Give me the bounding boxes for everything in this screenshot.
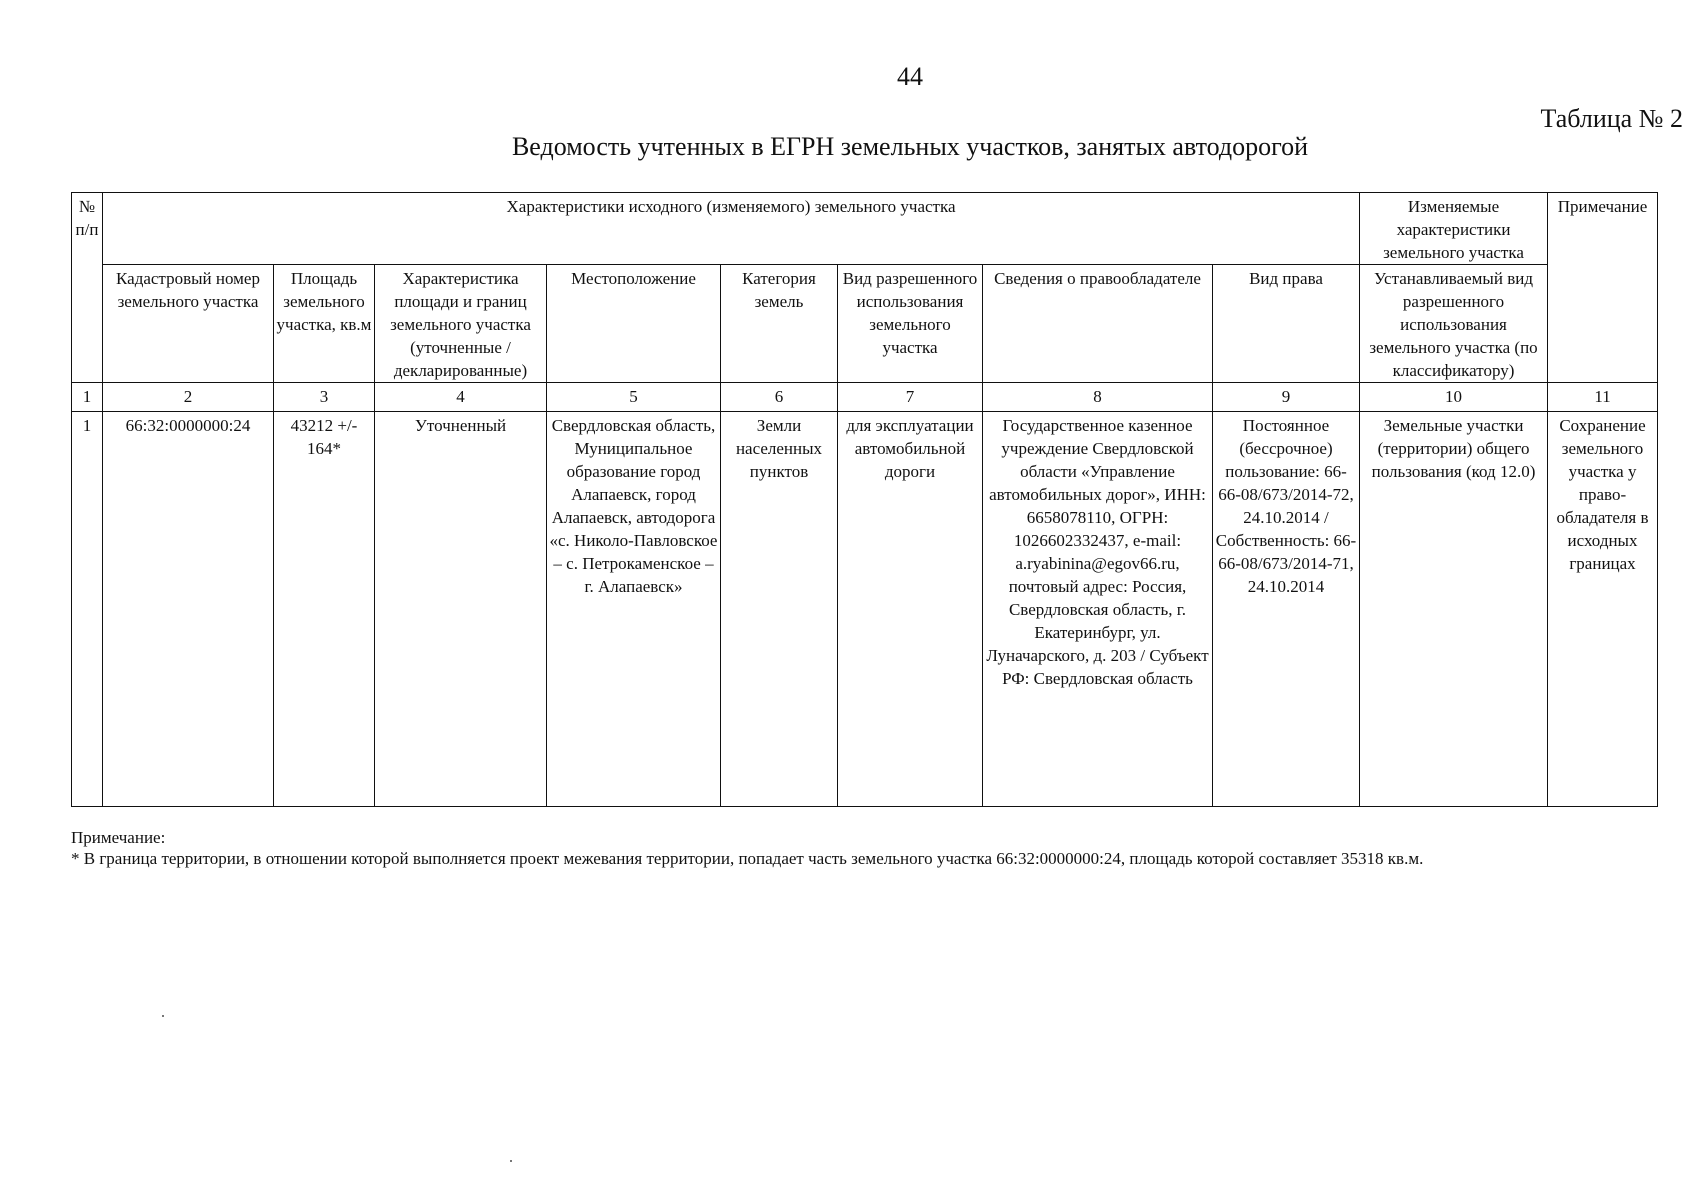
cell-new-usage: Земельные участки (территории) общего пользования (код 12.0) bbox=[1360, 412, 1548, 807]
header-right: Вид права bbox=[1213, 265, 1360, 383]
cell-category: Земли населенных пунктов bbox=[721, 412, 838, 807]
header-category: Категория земель bbox=[721, 265, 838, 383]
cell-usage: для эксплуатации автомобильной дороги bbox=[838, 412, 983, 807]
column-index: 6 bbox=[721, 383, 838, 412]
cell-owner: Государственное казенное учреждение Свердловской области «Управление автомобильных дорог», ИНН: 6658078110, ОГРН: 1026602332437, e-mail: a.ryabinina@egov66.ru, почтовый адрес: Россия, Свердловская область, г. Екатеринбург, ул. Луначарского, д. 203 / Субъект РФ: Свердловская область bbox=[983, 412, 1213, 807]
header-group-changed: Изменяемые характеристики земельного участка bbox=[1360, 193, 1548, 265]
cell-note: Сохранение земельного участка у право-обладателя в исходных границах bbox=[1548, 412, 1658, 807]
notes-heading: Примечание: bbox=[71, 828, 166, 847]
header-columns-row bbox=[72, 265, 1658, 383]
footnote: * В граница территории, в отношении которой выполняется проект межевания территории, попадает часть земельного участка 66:32:0000000:24, площадь которой составляет 35318 кв.м. bbox=[71, 849, 1424, 868]
column-index: 2 bbox=[103, 383, 274, 412]
header-cadastral: Кадастровый номер земельного участка bbox=[103, 265, 274, 383]
cell-location: Свердловская область, Муниципальное образование город Алапаевск, город Алапаевск, автодорога «с. Николо-Павловское – с. Петрокаменское – г. Алапаевск» bbox=[547, 412, 721, 807]
cell-area-type: Уточненный bbox=[375, 412, 547, 807]
column-index: 7 bbox=[838, 383, 983, 412]
page-number: 44 bbox=[897, 62, 923, 91]
column-index: 8 bbox=[983, 383, 1213, 412]
header-new-usage: Устанавливаемый вид разрешенного использования земельного участка (по классификатору) bbox=[1360, 265, 1548, 383]
cell-num: 1 bbox=[72, 412, 103, 807]
cell-area: 43212 +/- 164* bbox=[274, 412, 375, 807]
header-location: Местоположение bbox=[547, 265, 721, 383]
column-index: 4 bbox=[375, 383, 547, 412]
column-index: 11 bbox=[1548, 383, 1658, 412]
column-index: 10 bbox=[1360, 383, 1548, 412]
column-index: 5 bbox=[547, 383, 721, 412]
column-index: 3 bbox=[274, 383, 375, 412]
column-index: 9 bbox=[1213, 383, 1360, 412]
column-index: 1 bbox=[72, 383, 103, 412]
notes-section bbox=[71, 827, 1657, 869]
parcels-table bbox=[71, 192, 1658, 807]
cell-right: Постоянное (бессрочное) пользование: 66-66-08/673/2014-72, 24.10.2014 / Собственность: 66-66-08/673/2014-71, 24.10.2014 bbox=[1213, 412, 1360, 807]
cell-cadastral: 66:32:0000000:24 bbox=[103, 412, 274, 807]
column-index-row bbox=[72, 383, 1658, 412]
header-area: Площадь земельного участка, кв.м bbox=[274, 265, 375, 383]
header-usage: Вид разрешенного использования земельного участка bbox=[838, 265, 983, 383]
header-owner: Сведения о правообладателе bbox=[983, 265, 1213, 383]
scan-speck bbox=[510, 1160, 512, 1162]
header-area-type: Характеристика площади и границ земельного участка (уточненные / декларированные) bbox=[375, 265, 547, 383]
header-note: Примечание bbox=[1548, 193, 1658, 383]
header-group-main: Характеристики исходного (изменяемого) земельного участка bbox=[103, 193, 1360, 265]
scan-speck bbox=[162, 1015, 164, 1017]
header-num: № п/п bbox=[72, 193, 103, 383]
header-group-row bbox=[72, 193, 1658, 265]
document-title: Ведомость учтенных в ЕГРН земельных участков, занятых автодорогой bbox=[511, 132, 1309, 161]
table-row bbox=[72, 412, 1658, 807]
table-label: Таблица № 2 bbox=[1540, 104, 1683, 133]
